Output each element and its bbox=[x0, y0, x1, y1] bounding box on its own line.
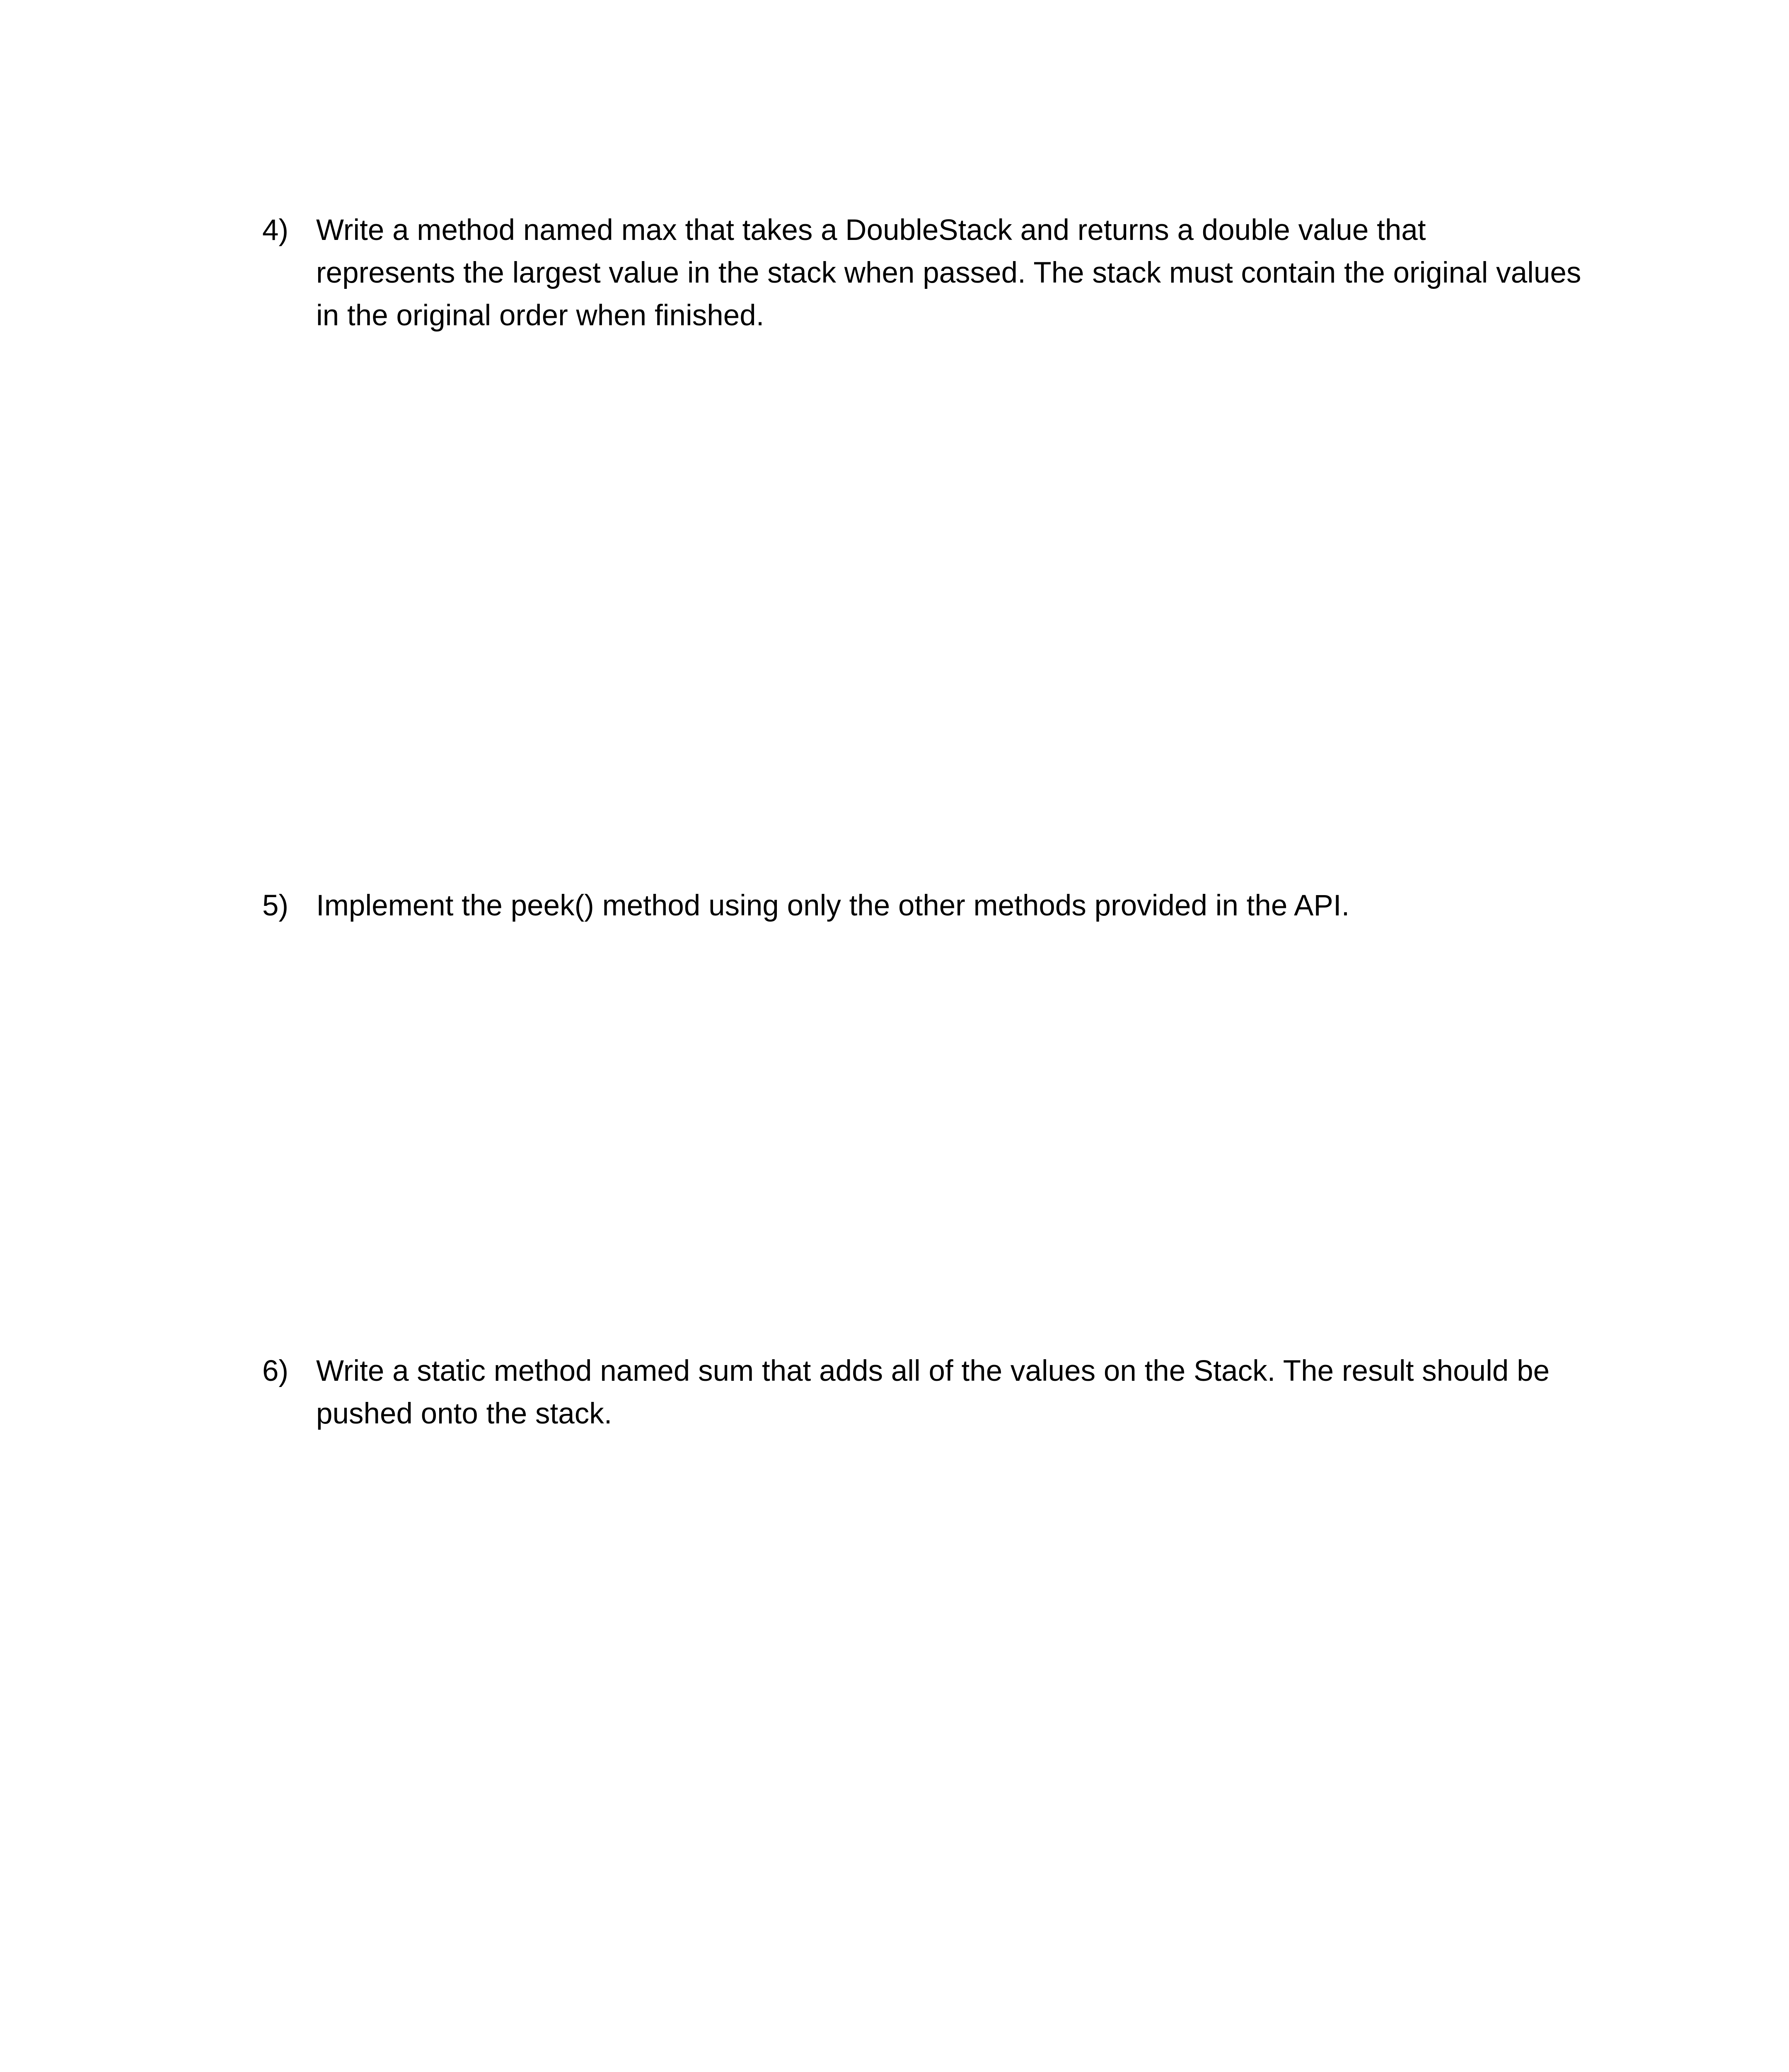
question-text: Implement the peek() method using only the other methods provided in the API. bbox=[316, 889, 1350, 922]
question-number: 6) bbox=[262, 1355, 289, 1387]
question-number: 4) bbox=[262, 214, 289, 247]
question-number: 5) bbox=[262, 889, 289, 922]
question-6 bbox=[262, 1350, 1609, 1435]
question-text: Write a method named max that takes a DoubleStack and returns a double value that represents the largest value in the stack when passed. The stack must contain the original values in the original order when finished. bbox=[316, 214, 1581, 332]
question-4 bbox=[262, 209, 1609, 337]
question-5 bbox=[262, 884, 1609, 927]
question-text: Write a static method named sum that adds all of the values on the Stack. The result should be pushed onto the stack. bbox=[316, 1355, 1550, 1430]
